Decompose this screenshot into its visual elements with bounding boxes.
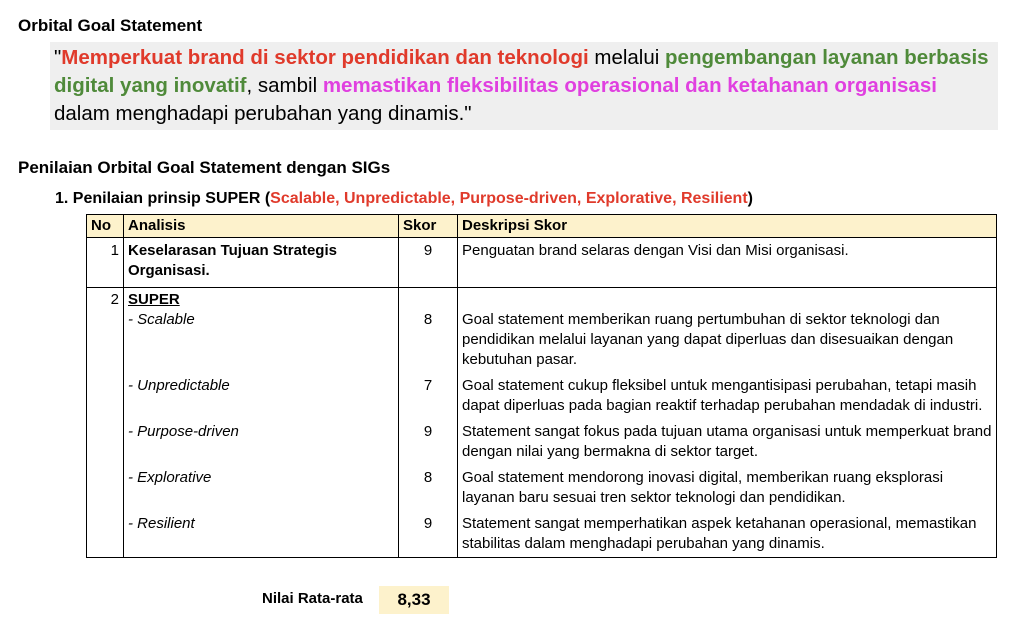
row-deskripsi: Statement sangat memperhatikan aspek ketahanan operasional, memastikan stabilitas dalam menghadapi perubahan yang dinamis. [458, 514, 997, 558]
goal-connector-1: melalui [588, 46, 666, 69]
table-row [87, 238, 997, 288]
row-skor: 9 [399, 238, 458, 288]
row-skor: 9 [399, 422, 458, 468]
row-no: 1 [87, 238, 124, 288]
section-title: Orbital Goal Statement [18, 16, 203, 35]
row-skor: 8 [399, 468, 458, 514]
table-row [87, 310, 997, 376]
super-principle-heading [55, 190, 753, 208]
table-header-row [87, 215, 997, 238]
row-deskripsi: Statement sangat fokus pada tujuan utama organisasi untuk memperkuat brand dengan nilai yang bermakna di sektor target. [458, 422, 997, 468]
super-heading-prefix: 1. Penilaian prinsip SUPER ( [55, 190, 271, 207]
table-row [87, 376, 997, 422]
row-skor: 7 [399, 376, 458, 422]
row-analisis: SUPER [124, 288, 399, 311]
row-analisis: - Explorative [124, 468, 399, 514]
row-skor: 9 [399, 514, 458, 558]
super-heading-expansion: Scalable, Unpredictable, Purpose-driven, Explorative, Resilient [270, 190, 748, 207]
quote-open-mark: " [54, 46, 62, 69]
goal-phrase-brand: Memperkuat brand di sektor pendidikan dan teknologi [61, 46, 589, 69]
row-no [87, 468, 124, 514]
row-no [87, 514, 124, 558]
goal-closing: dalam menghadapi perubahan yang dinamis." [54, 102, 472, 125]
goal-connector-2: , sambil [246, 74, 323, 97]
table-row [87, 422, 997, 468]
row-skor [399, 288, 458, 311]
row-no [87, 376, 124, 422]
row-analisis: - Scalable [124, 310, 399, 376]
table-row [87, 514, 997, 558]
row-analisis: - Unpredictable [124, 376, 399, 422]
row-deskripsi: Goal statement memberikan ruang pertumbuhan di sektor teknologi dan pendidikan melalui layanan yang dapat diperluas dan disesuaikan dengan kebutuhan pasar. [458, 310, 997, 376]
goal-statement-box [50, 42, 998, 130]
goal-phrase-resilience: memastikan fleksibilitas operasional dan ketahanan organisasi [322, 74, 937, 97]
assessment-table [86, 214, 997, 558]
row-no [87, 310, 124, 376]
table-row [87, 468, 997, 514]
header-deskripsi: Deskripsi Skor [458, 215, 997, 238]
row-no: 2 [87, 288, 124, 311]
row-deskripsi: Goal statement cukup fleksibel untuk mengantisipasi perubahan, tetapi masih dapat diperluas pada bagian reaktif terhadap perubahan mendadak di industri. [458, 376, 997, 422]
header-analisis: Analisis [124, 215, 399, 238]
header-no: No [87, 215, 124, 238]
super-heading-suffix: ) [747, 190, 753, 207]
row-skor: 8 [399, 310, 458, 376]
row-analisis: - Purpose-driven [124, 422, 399, 468]
row-deskripsi: Goal statement mendorong inovasi digital, memberikan ruang eksplorasi layanan baru sesuai tren sektor teknologi dan pendidikan. [458, 468, 997, 514]
goal-phrase-digital: pengembangan layanan berbasis digital yang inovatif [54, 46, 989, 97]
header-skor: Skor [399, 215, 458, 238]
assessment-title: Penilaian Orbital Goal Statement dengan SIGs [18, 158, 391, 177]
row-analisis: - Resilient [124, 514, 399, 558]
average-value: 8,33 [379, 586, 449, 614]
table-row [87, 288, 997, 311]
row-analisis: Keselarasan Tujuan Strategis Organisasi. [124, 238, 399, 288]
average-label: Nilai Rata-rata [262, 590, 363, 607]
row-deskripsi: Penguatan brand selaras dengan Visi dan Misi organisasi. [458, 238, 997, 288]
row-deskripsi [458, 288, 997, 311]
row-no [87, 422, 124, 468]
